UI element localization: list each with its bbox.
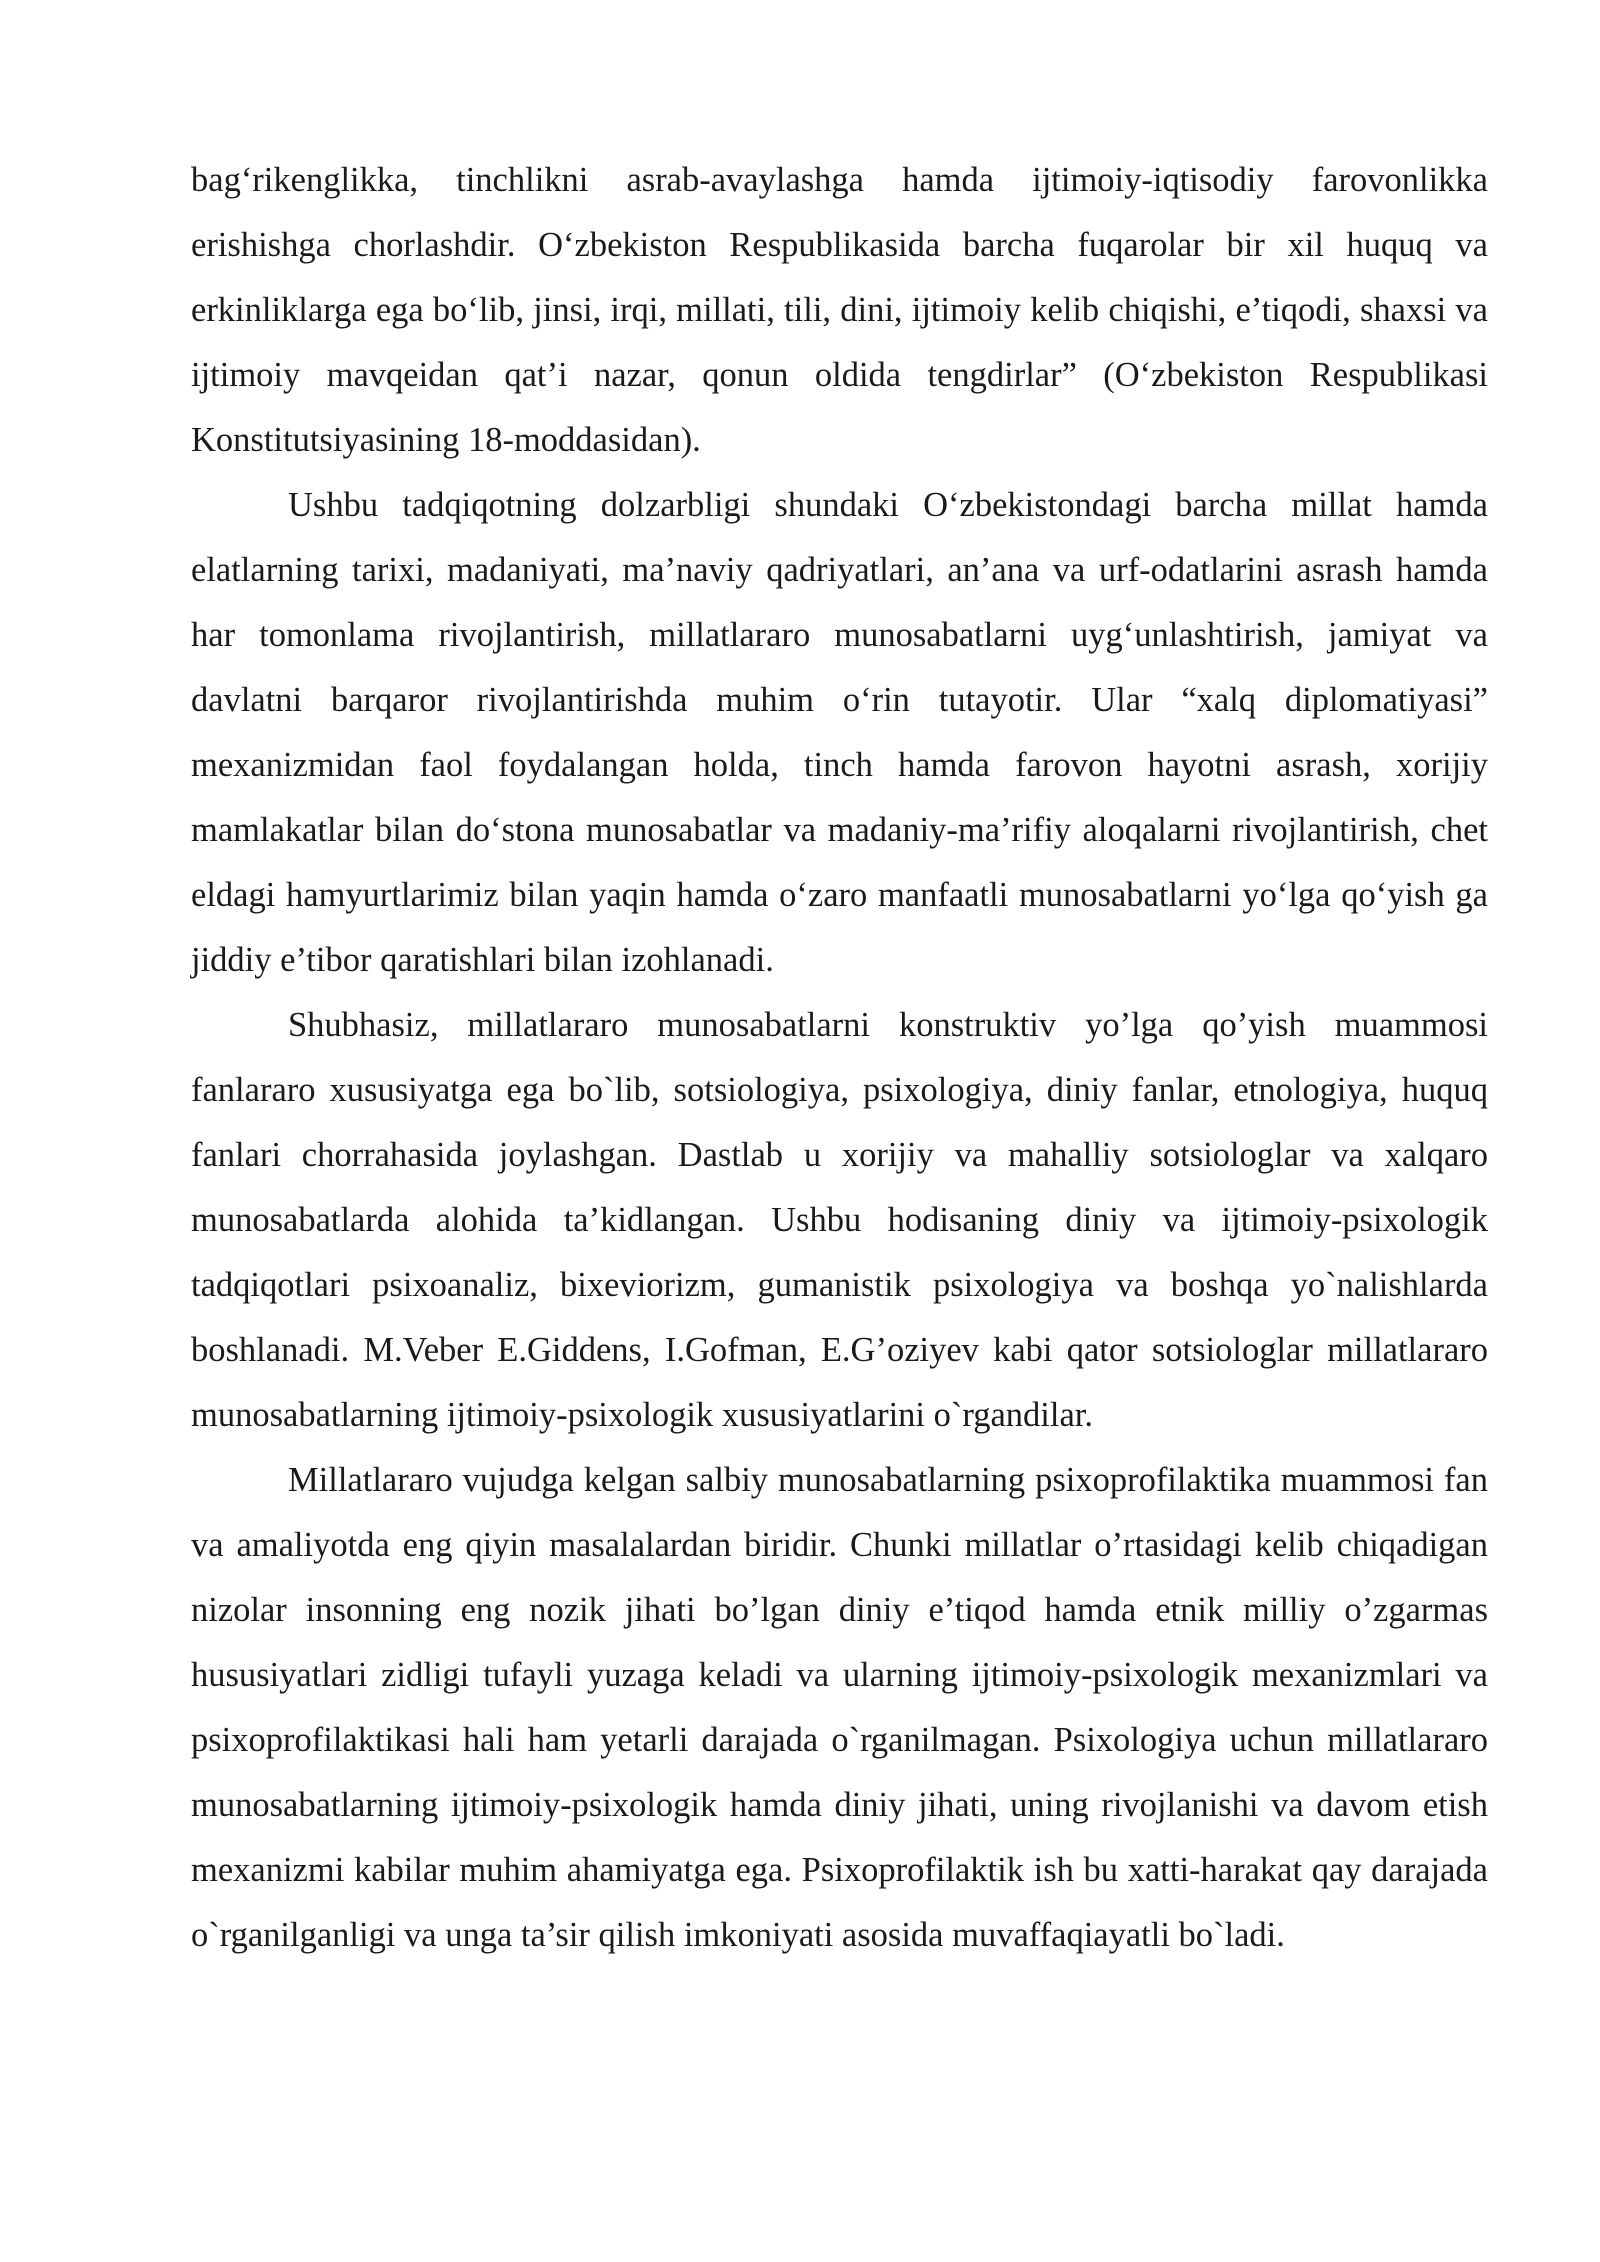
paragraph-interdisciplinary-nature: Shubhasiz, millatlararo munosabatlarni konstruktiv yo’lga qo’yish muammosi fanlararo xususiyatga ega bo`lib, sotsiologiya, psixologiya, diniy fanlar, etnologiya, huquq fanlari chorrahasida joylashgan. Dastlab u xorijiy va mahalliy sotsiologlar va xalqaro munosabatlarda alohida ta’kidlangan. Ushbu hodisaning diniy va ijtimoiy-psixologik tadqiqotlari psixoanaliz, bixeviorizm, gumanistik psixologiya va boshqa yo`nalishlarda boshlanadi. M.Veber E.Giddens, I.Gofman, E.G’oziyev kabi qator sotsiologlar millatlararo munosabatlarning ijtimoiy-psixologik xususiyatlarini o`rgandilar.: [191, 1006, 1488, 1434]
body-text: [191, 148, 1488, 1968]
paragraph-psychoprophylaxis-problem: Millatlararo vujudga kelgan salbiy munosabatlarning psixoprofilaktika muammosi fan va amaliyotda eng qiyin masalalardan biridir. Chunki millatlar o’rtasidagi kelib chiqadigan nizolar insonning eng nozik jihati bo’lgan diniy e’tiqod hamda etnik milliy o’zgarmas hususiyatlari zidligi tufayli yuzaga keladi va ularning ijtimoiy-psixologik mexanizmlari va psixoprofilaktikasi hali ham yetarli darajada o`rganilmagan. Psixologiya uchun millatlararo munosabatlarning ijtimoiy-psixologik hamda diniy jihati, uning rivojlanishi va davom etish mexanizmi kabilar muhim ahamiyatga ega. Psixoprofilaktik ish bu xatti-harakat qay darajada o`rganilganligi va unga ta’sir qilish imkoniyati asosida muvaffaqiayatli bo`ladi.: [191, 1461, 1488, 1954]
paragraph-constitution-quote: bag‘rikenglikka, tinchlikni asrab-avaylashga hamda ijtimoiy-iqtisodiy farovonlikka erishishga chorlashdir. O‘zbekiston Respublikasida barcha fuqarolar bir xil huquq va erkinliklarga ega bo‘lib, jinsi, irqi, millati, tili, dini, ijtimoiy kelib chiqishi, e’tiqodi, shaxsi va ijtimoiy mavqeidan qat’i nazar, qonun oldida tengdirlar” (O‘zbekiston Respublikasi Konstitutsiyasining 18-moddasidan).: [191, 161, 1488, 459]
paragraph-research-relevance: Ushbu tadqiqotning dolzarbligi shundaki O‘zbekistondagi barcha millat hamda elatlarning tarixi, madaniyati, ma’naviy qadriyatlari, an’ana va urf-odatlarini asrash hamda har tomonlama rivojlantirish, millatlararo munosabatlarni uyg‘unlashtirish, jamiyat va davlatni barqaror rivojlantirishda muhim o‘rin tutayotir. Ular “xalq diplomatiyasi” mexanizmidan faol foydalangan holda, tinch hamda farovon hayotni asrash, xorijiy mamlakatlar bilan do‘stona munosabatlar va madaniy-ma’rifiy aloqalarni rivojlantirish, chet eldagi hamyurtlarimiz bilan yaqin hamda o‘zaro manfaatli munosabatlarni yo‘lga qo‘yish ga jiddiy e’tibor qaratishlari bilan izohlanadi.: [191, 486, 1488, 979]
